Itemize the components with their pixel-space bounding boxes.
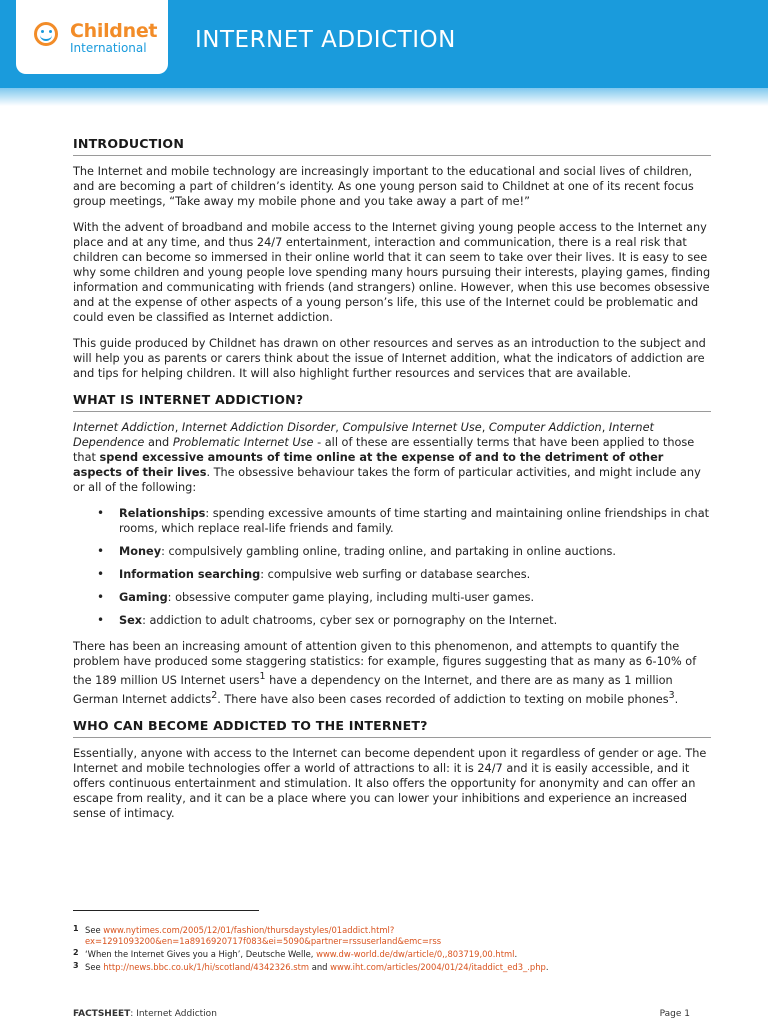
footnote-3: 3 See http://news.bbc.co.uk/1/hi/scotland/4342326.stm and www.iht.com/articles/2004/01/24/itaddict_ed3_.php. bbox=[73, 961, 549, 972]
intro-heading: INTRODUCTION bbox=[73, 136, 711, 156]
footer-label: FACTSHEET: Internet Addiction bbox=[73, 1009, 217, 1019]
list-item: • Money: compulsively gambling online, trading online, and partaking in online auctions. bbox=[73, 544, 711, 559]
footnote-link[interactable]: www.iht.com/articles/2004/01/24/itaddict_ed3_.php bbox=[330, 962, 546, 972]
document-body bbox=[73, 136, 711, 832]
logo-name: Childnet bbox=[70, 20, 158, 42]
term-2: Internet Addiction Disorder bbox=[181, 421, 336, 434]
intro-paragraph-2: With the advent of broadband and mobile access to the Internet giving young people access to the Internet any place and at any time, and thus 24/7 entertainment, interaction and communication, there is a real risk that children can become so immersed in their online world that it can seem to take over their lives. It is easy to see why some children and young people love spending many hours pursuing their interests, playing games, finding information and communicating with friends (and strangers) online. However, when this use becomes obsessive and at the expense of other aspects of a young person’s life, this use of the Internet could be problematic and could even be classified as Internet addiction. bbox=[73, 221, 711, 324]
footnote-ref-2: 2 bbox=[211, 689, 218, 701]
list-item: • Gaming: obsessive computer game playing, including multi-user games. bbox=[73, 590, 711, 605]
list-item: • Relationships: spending excessive amounts of time starting and maintaining online friendships in chat rooms, which replace real-life friends and family. bbox=[73, 506, 711, 536]
smiley-logo-icon bbox=[34, 22, 58, 46]
list-item: • Information searching: compulsive web surfing or database searches. bbox=[73, 567, 711, 582]
intro-paragraph-3: This guide produced by Childnet has drawn on other resources and serves as an introduction to the subject and will help you as parents or carers think about the issue of Internet addition, what the indicators of addiction are and tips for helping children. It will also highlight further resources and services that are available. bbox=[73, 337, 706, 380]
emphasis-text: spend excessive amounts of time online at the expense of and to the detriment of other aspects of their lives bbox=[73, 451, 664, 479]
childnet-logo bbox=[16, 0, 168, 74]
page-title: INTERNET ADDICTION bbox=[195, 27, 456, 53]
footnotes bbox=[73, 925, 693, 975]
header-shadow bbox=[0, 88, 768, 106]
footnote-link[interactable]: http://news.bbc.co.uk/1/hi/scotland/4342326.stm bbox=[103, 962, 310, 972]
term-1: Internet Addiction bbox=[73, 421, 175, 434]
term-5: Internet Dependence bbox=[73, 421, 654, 449]
what-paragraph: Internet Addiction, Internet Addiction Disorder, Compulsive Internet Use, Computer Addiction, Internet Dependence and Problematic Internet Use - all of these are essentially terms that have been applied to those that spend excessive amounts of time online at the expense of and to the detriment of other aspects of their lives. The obsessive behaviour takes the form of particular activities, and might include any or all of the following: bbox=[73, 421, 701, 494]
footnote-divider bbox=[73, 910, 259, 911]
footnote-link[interactable]: www.dw-world.de/dw/article/0,,803719,00.html bbox=[316, 949, 515, 959]
footnote-link[interactable]: www.nytimes.com/2005/12/01/fashion/thursdaystyles/01addict.html?ex=1291093200&en=1a8916920717f083&ei=5090&partner=rssuserland&emc=rss bbox=[85, 925, 442, 946]
activity-list bbox=[73, 506, 711, 628]
footnote-2: 2 ‘When the Internet Gives you a High’, Deutsche Welle, www.dw-world.de/dw/article/0,,803719,00.html. bbox=[73, 948, 518, 959]
who-paragraph: Essentially, anyone with access to the Internet can become dependent upon it regardless of gender or age. The Internet and mobile technologies offer a world of attractions to all: it is 24/7 and it is easily accessible, and it offers continuous entertainment and stimulation. It also offers the opportunity for anonymity and can offer an escape from reality, and it can be a place where you can lower your inhibitions and experience an increased sense of intimacy. bbox=[73, 746, 707, 820]
term-3: Compulsive Internet Use bbox=[342, 421, 482, 434]
intro-paragraph-1: The Internet and mobile technology are increasingly important to the educational and social lives of children, and are becoming a part of children’s identity. As one young person said to Childnet at one of its recent focus group meetings, “Take away my mobile phone and you take away a part of me!” bbox=[73, 165, 694, 208]
logo-subtitle: International bbox=[70, 41, 147, 55]
footnote-ref-3: 3 bbox=[668, 689, 675, 701]
footnote-ref-1: 1 bbox=[259, 671, 266, 682]
footnote-1: 1 See www.nytimes.com/2005/12/01/fashion/thursdaystyles/01addict.html?ex=1291093200&en=1a8916920717f083&ei=5090&partner=rssuserland&emc=rss bbox=[73, 924, 442, 946]
term-6: Problematic Internet Use bbox=[172, 436, 314, 449]
term-4: Computer Addiction bbox=[488, 421, 602, 434]
what-heading: WHAT IS INTERNET ADDICTION? bbox=[73, 392, 711, 412]
page-number: Page 1 bbox=[659, 1009, 690, 1019]
list-item: • Sex: addiction to adult chatrooms, cyber sex or pornography on the Internet. bbox=[73, 613, 711, 628]
who-heading: WHO CAN BECOME ADDICTED TO THE INTERNET? bbox=[73, 718, 711, 738]
statistics-paragraph: There has been an increasing amount of attention given to this phenomenon, and attempts to quantify the problem have produced some staggering statistics: for example, figures suggesting that as many as 6-10% of the 189 million US Internet users$^1$ have a dependency on the Internet, and there are as many as 1 million German Internet addicts$^2$. There have also been cases recorded of addiction to texting on mobile phones$^3$. bbox=[73, 640, 697, 706]
